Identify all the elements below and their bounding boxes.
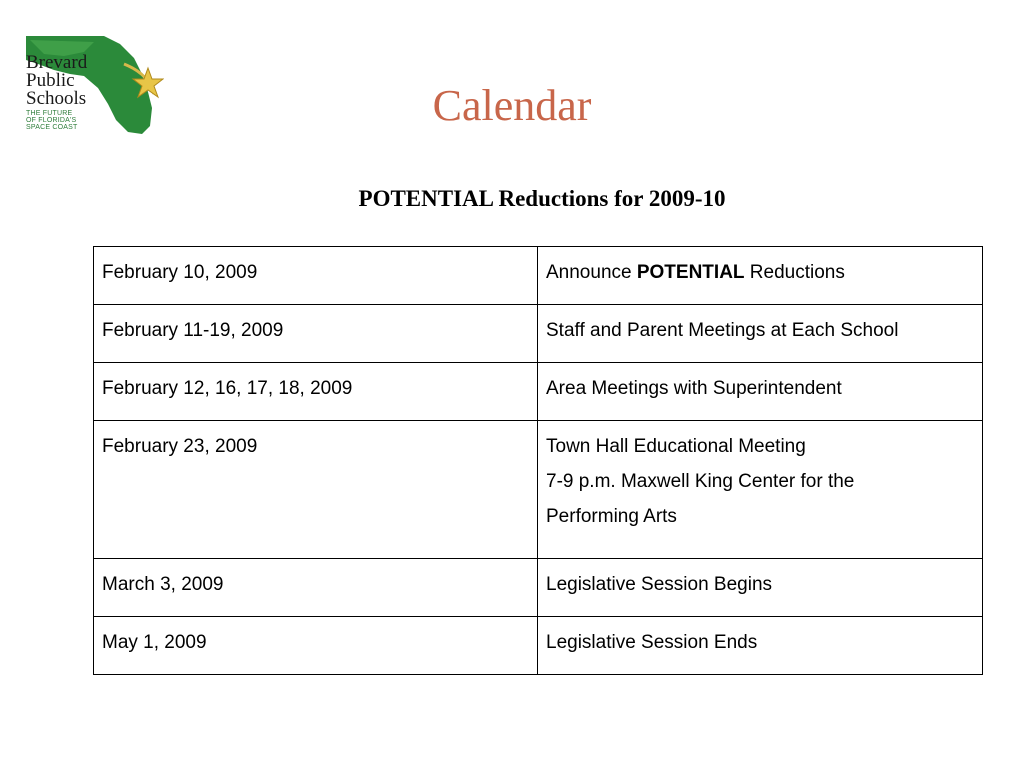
event-cell: Legislative Session Ends [538, 617, 983, 675]
date-cell: May 1, 2009 [94, 617, 538, 675]
event-cell [538, 247, 983, 305]
event-cell [538, 421, 983, 559]
slide-title: Calendar [432, 81, 592, 130]
date-cell: March 3, 2009 [94, 559, 538, 617]
table-row [94, 421, 983, 559]
table-row [94, 363, 983, 421]
event-emphasis: POTENTIAL [636, 262, 745, 283]
event-line: Town Hall Educational Meeting [546, 436, 806, 457]
table-row [94, 617, 983, 675]
event-line: 7-9 p.m. Maxwell King Center for the [546, 471, 855, 492]
calendar-table [93, 246, 983, 675]
logo-name-line: Brevard [26, 52, 88, 73]
event-text: Reductions [744, 262, 845, 283]
date-cell: February 10, 2009 [94, 247, 538, 305]
event-cell: Staff and Parent Meetings at Each School [538, 305, 983, 363]
event-line: Performing Arts [546, 506, 677, 527]
logo-tagline-line: SPACE COAST [26, 124, 78, 131]
table-row [94, 247, 983, 305]
table-row [94, 559, 983, 617]
event-cell: Area Meetings with Superintendent [538, 363, 983, 421]
logo-name-line: Schools [26, 88, 87, 109]
logo-tagline-line: OF FLORIDA'S [26, 117, 77, 124]
slide-subtitle: POTENTIAL Reductions for 2009-10 [358, 186, 726, 211]
event-cell: Legislative Session Begins [538, 559, 983, 617]
date-cell: February 11-19, 2009 [94, 305, 538, 363]
date-cell: February 12, 16, 17, 18, 2009 [94, 363, 538, 421]
event-text: Announce [546, 262, 637, 283]
table-row [94, 305, 983, 363]
logo-name-line: Public [26, 70, 75, 91]
date-cell: February 23, 2009 [94, 421, 538, 559]
logo-tagline-line: THE FUTURE [26, 110, 73, 117]
